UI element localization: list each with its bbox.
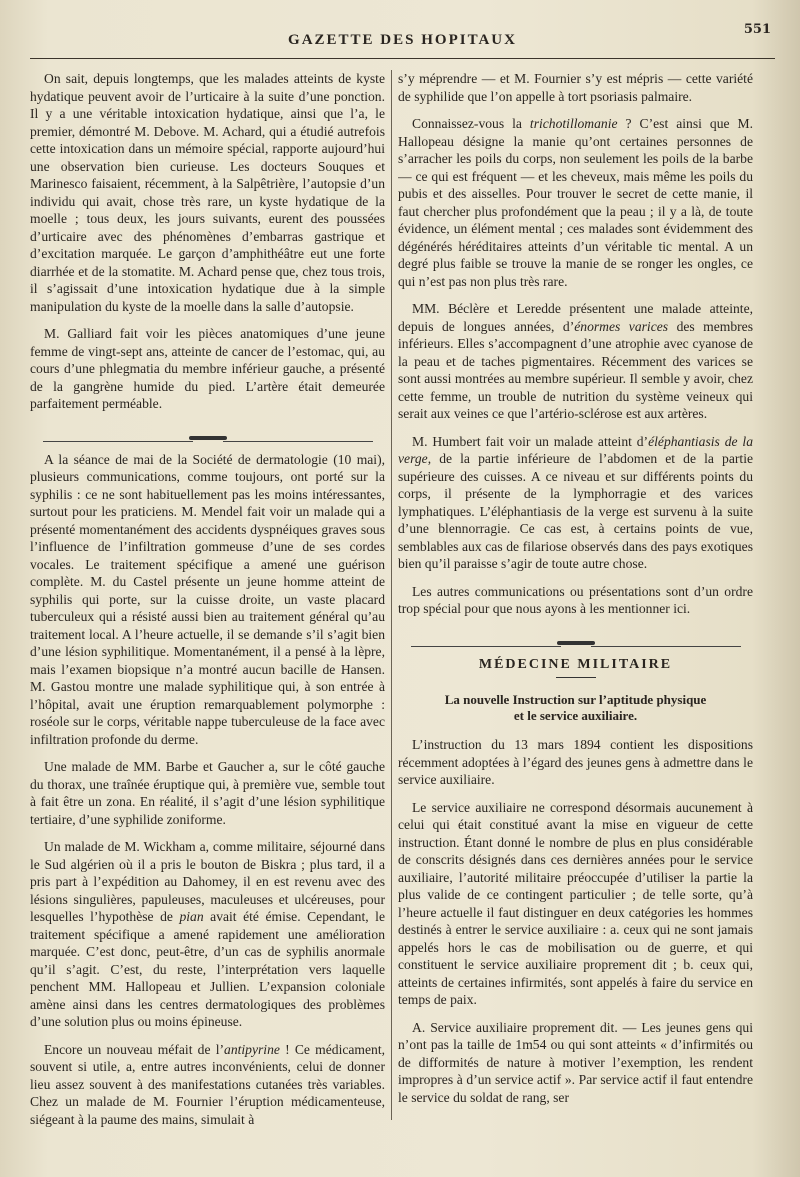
- section-separator-2: [398, 628, 753, 644]
- paragraph-trichotillomania: Connaissez-vous la trichotillomanie ? C’est ainsi que M. Hallopeau désigne la manie qu’ont certaines personnes de s’arracher les poils du corps, non seulement les poils de la barbe — ce qui est fréquent — et les cheveux, mais même les poils du pubis et des aisselles. Pour trouver le secret de cette manie, il faut chercher plus profondément que la peau ; il y a là, de toute évidence, un élément mental ; ces malades sont évidemment des dégénérés héréditaires atteints d’un véritable tic mental. A un degré plus faible se trouve la manie de se ronger les ongles, ce qui n’est pas non plus très rare.: [398, 116, 753, 289]
- page-header: [30, 22, 775, 59]
- paragraph-barbe-gaucher: Une malade de MM. Barbe et Gaucher a, sur le côté gauche du thorax, une traînée éruptique qui, à première vue, semble tout à fait être un zona. En réalité, il s’agit d’une lésion syphilitique tertiaire, d’une syphilide zoniforme.: [30, 759, 385, 827]
- paragraph-antipyrine: Encore un nouveau méfait de l’antipyrine ! Ce médicament, souvent si utile, a, entre autres inconvénients, celui de donner lieu assez souvent à des manifestations cutanées très variables. Chez un malade de M. Fournier l’éruption médicamenteuse, siégeant à la paume des mains, simulait à: [30, 1041, 385, 1127]
- paragraph-dermatology-session: A la séance de mai de la Société de dermatologie (10 mai), plusieurs communications, comme toujours, ont porté sur la syphilis : ce ne sont habituellement pas les moins intéressantes, surtout pour les praticiens. M. Mendel fait voir un malade qui a présenté momentanément des accidents dyspnéiques graves sous l’influence de l’infiltration gommeuse d’une de ses cordes vocales. Le traitement spécifique a amené une guérison complète. M. du Castel présente un jeune homme atteint de syphilis qui porte, sur la cuisse droite, un vaste placard tuberculeux qui a résisté aussi bien au traitement général qu’au traitement local. A l’heure actuelle, il se demande s’il s’agit bien d’une lésion syphilitique. Momentanément, il a pensé à la lèpre, mais l’examen biopsique n’a montré aucun bacille de Hansen. M. Gastou montre une malade syphilitique qui, à son entrée à l’hôpital, avait une éruption remarquablement polymorphe : roséole sur le corps, véritable nappe tuberculeuse de la face avec infiltration profonde du derme.: [30, 451, 385, 747]
- paragraph-elephantiasis: M. Humbert fait voir un malade atteint d’éléphantiasis de la verge, de la partie inférieure de l’abdomen et de la partie supérieure des cuisses. A ce niveau et sur différents points du corps, il présente de la lymphorragie et des varices lymphatiques. L’éléphantiasis de la verge est survenu à la suite d’une blennorragie. Ce cas est, à certains points de vue, semblables aux cas de filariose observés dans des pays exotiques bien qu’il paraisse s’agir de toute autre chose.: [398, 433, 753, 571]
- journal-title: GAZETTE DES HOPITAUX: [288, 32, 517, 48]
- section-separator: [30, 423, 385, 439]
- paragraph-continuation: s’y méprendre — et M. Fournier s’y est mépris — cette variété de syphilide que l’on appelle à tort psoriasis palmaire.: [398, 71, 753, 104]
- article-subtitle: La nouvelle Instruction sur l’aptitude physique et le service auxiliaire.: [444, 692, 707, 723]
- paragraph-service-auxiliaire: Le service auxiliaire ne correspond désormais aucunement à celui qui était constitué avant la mise en vigueur de cette instruction. Étant donné le nombre de plus en plus considérable de conscrits désignés dans ces dernières années pour le service auxiliaire, l’autorité militaire préoccupée d’utiliser la partie la plus valide de ce contingent particulier ; de telle sorte, qu’à l’heure actuelle il faut distinguer en deux catégories les hommes destinés à entrer le service auxiliaire : a. ceux qui ne sont jamais appelés hors le cas de mobilisation ou de guerre, et qui constituent le service auxiliaire proprement dit ; b. ceux qui, atteints de certaines infirmités, sont appelés à faire du service en temps de paix.: [398, 799, 753, 1007]
- page-number: 551: [743, 22, 771, 37]
- section-title: MÉDECINE MILITAIRE: [478, 656, 673, 672]
- paragraph-instruction: L’instruction du 13 mars 1894 contient les dispositions récemment adoptées à l’égard des jeunes gens à admettre dans le service auxiliaire.: [398, 737, 753, 787]
- right-column: [398, 70, 753, 1130]
- column-divider: [391, 70, 392, 1120]
- paragraph-other-communications: Les autres communications ou présentations sont d’un ordre trop spécial pour que nous ayons à les mentionner ici.: [398, 583, 753, 616]
- paragraph-galliard: M. Galliard fait voir les pièces anatomiques d’une jeune femme de vingt-sept ans, atteinte de cancer de l’estomac, qui, au cours d’une phlegmatia du membre inférieur gauche, a présenté de la gangrène humide du pied. L’artère était demeurée parfaitement perméable.: [30, 326, 385, 411]
- paragraph-varices: MM. Béclère et Leredde présentent une malade atteinte, depuis de longues années, d’énormes varices des membres inférieurs. Elles s’accompagnent d’une atrophie avec cyanose de la peau et de taches pigmentaires. Récemment des varices se sont aussi montrées au membre supérieur. Il semble y avoir, chez cette femme, un trouble de nutrition du système veineux qui serait aux veines ce que l’artério-sclérose est aux artères.: [398, 301, 753, 421]
- left-column: [30, 70, 385, 1150]
- paragraph-service-proper: A. Service auxiliaire proprement dit. — Les jeunes gens qui n’ont pas la taille de 1m54 ou qui sont atteints « d’infirmités ou de difformités de nature à motiver l’exemption, les rendent impropres à d’un service actif ». Par service actif il faut entendre le service du soldat de rang, ser: [398, 1019, 753, 1105]
- section-rule: [556, 677, 596, 678]
- paragraph-wickham: Un malade de M. Wickham a, comme militaire, séjourné dans le Sud algérien où il a pris le bouton de Biskra ; plus tard, il a pris part à l’expédition au Dahomey, il en est revenu avec des lésions singulières, papuleuses, maculeuses et ulcéreuses, pour lesquelles l’hypothèse de pian avait été émise. Cependant, le traitement spécifique a amené rapidement une amélioration marquée. C’est donc, peut-être, d’un cas de syphilis anormale qu’il s’agit. C’est, du reste, l’interprétation vers laquelle penchent MM. Hallopeau et Jullien. L’expansion coloniale amène ainsi dans les centres dermatologiques des problèmes d’une solution plus ou moins épineuse.: [30, 839, 385, 1029]
- paragraph-hydatid: On sait, depuis longtemps, que les malades atteints de kyste hydatique peuvent avoir de l’urticaire à la suite d’une ponction. Il y a une véritable intoxication hydatique, ainsi que l’a, le premier, démontré M. Debove. M. Achard, qui a étudié autrefois cette intoxication dans un mémoire spécial, rapporte aujourd’hui une observation bien curieuse. Les docteurs Souques et Marinesco faisaient, récemment, à la Salpêtrière, l’autopsie d’un individu qui avait, chose très rare, un kyste hydatique de la moelle ; tous deux, les jours suivants, eurent des poussées d’urticaire avec des phénomènes d’embarras gastrique et d’excitation marquée. Le garçon d’amphithéâtre eut une forte diarrhée et de la stomatite. M. Achard pense que, chez tous trois, il s’agissait d’une intoxication hydatique due à la simple manipulation du kyste de la moelle dans la salle d’autopsie.: [30, 71, 385, 314]
